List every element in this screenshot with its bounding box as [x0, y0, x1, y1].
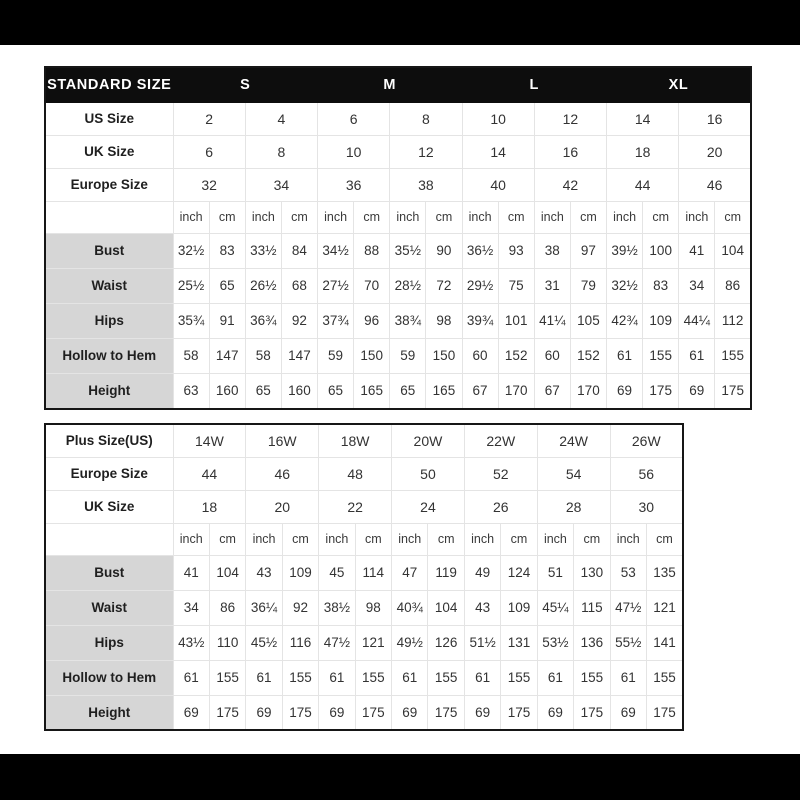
measure-cell: 175 — [428, 695, 464, 730]
unit-cell: cm — [643, 202, 679, 234]
row-label: Hollow to Hem — [45, 660, 173, 695]
unit-cell: cm — [354, 202, 390, 234]
unit-cell: cm — [426, 202, 462, 234]
measure-cell: 40¾ — [392, 590, 428, 625]
measure-cell: 53 — [610, 555, 646, 590]
row-label: Plus Size(US) — [45, 424, 173, 457]
size-cell: 14 — [607, 103, 679, 136]
measure-cell: 65 — [390, 374, 426, 409]
measure-cell: 61 — [679, 339, 715, 374]
size-group-header: M — [318, 67, 463, 103]
unit-cell: inch — [319, 523, 355, 555]
measure-cell: 135 — [646, 555, 683, 590]
unit-header-row — [45, 202, 751, 234]
measure-cell: 45¼ — [537, 590, 573, 625]
table-row — [45, 424, 683, 457]
measure-cell: 36¼ — [246, 590, 282, 625]
measure-cell: 61 — [173, 660, 209, 695]
measure-cell: 58 — [245, 339, 281, 374]
measure-cell: 43 — [246, 555, 282, 590]
measure-cell: 39½ — [607, 234, 643, 269]
measure-cell: 104 — [209, 555, 245, 590]
measure-cell: 45 — [319, 555, 355, 590]
measure-cell: 152 — [498, 339, 534, 374]
size-cell: 6 — [318, 103, 390, 136]
measure-cell: 126 — [428, 625, 464, 660]
table-row — [45, 590, 683, 625]
table-row — [45, 234, 751, 269]
measure-cell: 36½ — [462, 234, 498, 269]
measure-cell: 121 — [355, 625, 391, 660]
size-cell: 34 — [245, 169, 317, 202]
table-row — [45, 695, 683, 730]
measure-cell: 92 — [281, 304, 317, 339]
unit-cell: inch — [245, 202, 281, 234]
measure-cell: 38½ — [319, 590, 355, 625]
size-cell: 30 — [610, 490, 683, 523]
measure-cell: 69 — [392, 695, 428, 730]
table-row — [45, 660, 683, 695]
measure-cell: 63 — [173, 374, 209, 409]
table-row — [45, 103, 751, 136]
measure-cell: 93 — [498, 234, 534, 269]
measure-cell: 150 — [426, 339, 462, 374]
row-label: UK Size — [45, 490, 173, 523]
measure-cell: 98 — [355, 590, 391, 625]
size-cell: 40 — [462, 169, 534, 202]
measure-cell: 55½ — [610, 625, 646, 660]
unit-cell: cm — [574, 523, 610, 555]
measure-cell: 84 — [281, 234, 317, 269]
row-label: Height — [45, 374, 173, 409]
measure-cell: 98 — [426, 304, 462, 339]
table-row — [45, 269, 751, 304]
measure-cell: 34 — [679, 269, 715, 304]
unit-cell: cm — [355, 523, 391, 555]
measure-cell: 61 — [246, 660, 282, 695]
size-cell: 14W — [173, 424, 246, 457]
size-cell: 26 — [464, 490, 537, 523]
size-cell: 18 — [607, 136, 679, 169]
row-label: Europe Size — [45, 169, 173, 202]
measure-cell: 155 — [501, 660, 537, 695]
size-cell: 16 — [679, 103, 751, 136]
measure-cell: 27½ — [318, 269, 354, 304]
row-label: Hollow to Hem — [45, 339, 173, 374]
row-label: Height — [45, 695, 173, 730]
measure-cell: 43 — [464, 590, 500, 625]
measure-cell: 61 — [392, 660, 428, 695]
size-group-header-row — [45, 67, 751, 103]
row-label: Europe Size — [45, 457, 173, 490]
measure-cell: 155 — [643, 339, 679, 374]
measure-cell: 155 — [209, 660, 245, 695]
size-cell: 56 — [610, 457, 683, 490]
unit-cell: cm — [570, 202, 606, 234]
unit-cell: inch — [537, 523, 573, 555]
size-cell: 16W — [246, 424, 319, 457]
table-row — [45, 304, 751, 339]
measure-cell: 83 — [209, 234, 245, 269]
size-cell: 32 — [173, 169, 245, 202]
measure-cell: 60 — [534, 339, 570, 374]
size-cell: 24W — [537, 424, 610, 457]
size-cell: 16 — [534, 136, 606, 169]
measure-cell: 119 — [428, 555, 464, 590]
unit-cell: inch — [464, 523, 500, 555]
measure-cell: 91 — [209, 304, 245, 339]
measure-cell: 165 — [426, 374, 462, 409]
size-group-header: XL — [607, 67, 752, 103]
measure-cell: 36¾ — [245, 304, 281, 339]
measure-cell: 47½ — [610, 590, 646, 625]
measure-cell: 51 — [537, 555, 573, 590]
measure-cell: 45½ — [246, 625, 282, 660]
measure-cell: 51½ — [464, 625, 500, 660]
unit-cell: inch — [607, 202, 643, 234]
unit-cell: cm — [428, 523, 464, 555]
size-cell: 52 — [464, 457, 537, 490]
measure-cell: 61 — [607, 339, 643, 374]
size-cell: 4 — [245, 103, 317, 136]
measure-cell: 65 — [245, 374, 281, 409]
measure-cell: 150 — [354, 339, 390, 374]
size-cell: 38 — [390, 169, 462, 202]
measure-cell: 69 — [246, 695, 282, 730]
size-cell: 14 — [462, 136, 534, 169]
measure-cell: 90 — [426, 234, 462, 269]
measure-cell: 155 — [715, 339, 751, 374]
unit-cell: cm — [209, 523, 245, 555]
measure-cell: 96 — [354, 304, 390, 339]
size-cell: 24 — [392, 490, 465, 523]
row-label: Waist — [45, 269, 173, 304]
measure-cell: 109 — [643, 304, 679, 339]
measure-cell: 70 — [354, 269, 390, 304]
measure-cell: 61 — [464, 660, 500, 695]
unit-cell: cm — [498, 202, 534, 234]
size-cell: 18 — [173, 490, 246, 523]
size-cell: 8 — [390, 103, 462, 136]
size-cell: 10 — [318, 136, 390, 169]
unit-cell: cm — [715, 202, 751, 234]
measure-cell: 61 — [537, 660, 573, 695]
measure-cell: 114 — [355, 555, 391, 590]
measure-cell: 38 — [534, 234, 570, 269]
unit-cell: inch — [534, 202, 570, 234]
measure-cell: 65 — [209, 269, 245, 304]
measure-cell: 121 — [646, 590, 683, 625]
size-cell: 12 — [534, 103, 606, 136]
measure-cell: 59 — [390, 339, 426, 374]
measure-cell: 101 — [498, 304, 534, 339]
measure-cell: 110 — [209, 625, 245, 660]
row-label: Hips — [45, 304, 173, 339]
measure-cell: 69 — [679, 374, 715, 409]
unit-cell: inch — [246, 523, 282, 555]
measure-cell: 170 — [570, 374, 606, 409]
measure-cell: 68 — [281, 269, 317, 304]
measure-cell: 175 — [574, 695, 610, 730]
measure-cell: 69 — [464, 695, 500, 730]
measure-cell: 175 — [282, 695, 318, 730]
measure-cell: 86 — [209, 590, 245, 625]
size-cell: 42 — [534, 169, 606, 202]
size-cell: 6 — [173, 136, 245, 169]
measure-cell: 141 — [646, 625, 683, 660]
size-cell: 20 — [246, 490, 319, 523]
measure-cell: 69 — [607, 374, 643, 409]
measure-cell: 175 — [715, 374, 751, 409]
measure-cell: 160 — [281, 374, 317, 409]
table-row — [45, 555, 683, 590]
measure-cell: 97 — [570, 234, 606, 269]
measure-cell: 86 — [715, 269, 751, 304]
measure-cell: 131 — [501, 625, 537, 660]
measure-cell: 61 — [610, 660, 646, 695]
size-cell: 54 — [537, 457, 610, 490]
measure-cell: 109 — [282, 555, 318, 590]
measure-cell: 47½ — [319, 625, 355, 660]
unit-cell: inch — [610, 523, 646, 555]
measure-cell: 43½ — [173, 625, 209, 660]
measure-cell: 155 — [282, 660, 318, 695]
size-cell: 22W — [464, 424, 537, 457]
measure-cell: 155 — [428, 660, 464, 695]
measure-cell: 69 — [319, 695, 355, 730]
size-cell: 20W — [392, 424, 465, 457]
table-row — [45, 169, 751, 202]
empty-corner-cell — [45, 202, 173, 234]
measure-cell: 41 — [173, 555, 209, 590]
table-title: STANDARD SIZE — [45, 67, 173, 103]
measure-cell: 47 — [392, 555, 428, 590]
measure-cell: 175 — [209, 695, 245, 730]
measure-cell: 160 — [209, 374, 245, 409]
unit-header-row — [45, 523, 683, 555]
measure-cell: 88 — [354, 234, 390, 269]
measure-cell: 34½ — [318, 234, 354, 269]
unit-cell: inch — [392, 523, 428, 555]
size-cell: 8 — [245, 136, 317, 169]
measure-cell: 60 — [462, 339, 498, 374]
measure-cell: 44¼ — [679, 304, 715, 339]
empty-corner-cell — [45, 523, 173, 555]
measure-cell: 69 — [610, 695, 646, 730]
size-cell: 2 — [173, 103, 245, 136]
measure-cell: 112 — [715, 304, 751, 339]
measure-cell: 136 — [574, 625, 610, 660]
measure-cell: 104 — [715, 234, 751, 269]
measure-cell: 28½ — [390, 269, 426, 304]
table-row — [45, 374, 751, 409]
measure-cell: 124 — [501, 555, 537, 590]
measure-cell: 72 — [426, 269, 462, 304]
measure-cell: 115 — [574, 590, 610, 625]
measure-cell: 155 — [574, 660, 610, 695]
unit-cell: cm — [282, 523, 318, 555]
measure-cell: 109 — [501, 590, 537, 625]
unit-cell: cm — [646, 523, 683, 555]
size-cell: 44 — [607, 169, 679, 202]
size-cell: 46 — [246, 457, 319, 490]
table-row — [45, 136, 751, 169]
measure-cell: 41 — [679, 234, 715, 269]
size-cell: 26W — [610, 424, 683, 457]
measure-cell: 35½ — [390, 234, 426, 269]
measure-cell: 42¾ — [607, 304, 643, 339]
measure-cell: 165 — [354, 374, 390, 409]
top-black-bar — [0, 0, 800, 45]
measure-cell: 175 — [355, 695, 391, 730]
measure-cell: 79 — [570, 269, 606, 304]
size-cell: 46 — [679, 169, 751, 202]
size-cell: 10 — [462, 103, 534, 136]
unit-cell: cm — [501, 523, 537, 555]
measure-cell: 32½ — [607, 269, 643, 304]
row-label: US Size — [45, 103, 173, 136]
size-cell: 20 — [679, 136, 751, 169]
measure-cell: 155 — [355, 660, 391, 695]
measure-cell: 37¾ — [318, 304, 354, 339]
measure-cell: 29½ — [462, 269, 498, 304]
unit-cell: cm — [281, 202, 317, 234]
unit-cell: inch — [462, 202, 498, 234]
row-label: Waist — [45, 590, 173, 625]
measure-cell: 58 — [173, 339, 209, 374]
size-cell: 28 — [537, 490, 610, 523]
measure-cell: 69 — [537, 695, 573, 730]
table-row — [45, 625, 683, 660]
measure-cell: 38¾ — [390, 304, 426, 339]
standard-size-table — [44, 66, 752, 410]
measure-cell: 175 — [501, 695, 537, 730]
measure-cell: 100 — [643, 234, 679, 269]
measure-cell: 104 — [428, 590, 464, 625]
size-cell: 48 — [319, 457, 392, 490]
measure-cell: 26½ — [245, 269, 281, 304]
measure-cell: 175 — [643, 374, 679, 409]
measure-cell: 170 — [498, 374, 534, 409]
measure-cell: 59 — [318, 339, 354, 374]
measure-cell: 33½ — [245, 234, 281, 269]
measure-cell: 35¾ — [173, 304, 209, 339]
row-label: Bust — [45, 555, 173, 590]
measure-cell: 130 — [574, 555, 610, 590]
measure-cell: 31 — [534, 269, 570, 304]
size-cell: 18W — [319, 424, 392, 457]
measure-cell: 67 — [534, 374, 570, 409]
size-group-header: L — [462, 67, 607, 103]
row-label: Hips — [45, 625, 173, 660]
measure-cell: 49½ — [392, 625, 428, 660]
measure-cell: 69 — [173, 695, 209, 730]
table-row — [45, 457, 683, 490]
size-cell: 50 — [392, 457, 465, 490]
table-row — [45, 339, 751, 374]
unit-cell: cm — [209, 202, 245, 234]
size-cell: 44 — [173, 457, 246, 490]
measure-cell: 83 — [643, 269, 679, 304]
unit-cell: inch — [173, 202, 209, 234]
measure-cell: 105 — [570, 304, 606, 339]
measure-cell: 53½ — [537, 625, 573, 660]
measure-cell: 67 — [462, 374, 498, 409]
measure-cell: 116 — [282, 625, 318, 660]
row-label: UK Size — [45, 136, 173, 169]
bottom-black-bar — [0, 754, 800, 800]
measure-cell: 25½ — [173, 269, 209, 304]
measure-cell: 147 — [209, 339, 245, 374]
size-cell: 12 — [390, 136, 462, 169]
plus-size-table — [44, 423, 684, 731]
size-cell: 22 — [319, 490, 392, 523]
measure-cell: 41¼ — [534, 304, 570, 339]
size-cell: 36 — [318, 169, 390, 202]
measure-cell: 175 — [646, 695, 683, 730]
size-group-header: S — [173, 67, 318, 103]
measure-cell: 61 — [319, 660, 355, 695]
measure-cell: 92 — [282, 590, 318, 625]
measure-cell: 155 — [646, 660, 683, 695]
measure-cell: 75 — [498, 269, 534, 304]
unit-cell: inch — [173, 523, 209, 555]
measure-cell: 152 — [570, 339, 606, 374]
row-label: Bust — [45, 234, 173, 269]
measure-cell: 147 — [281, 339, 317, 374]
measure-cell: 49 — [464, 555, 500, 590]
measure-cell: 39¾ — [462, 304, 498, 339]
measure-cell: 32½ — [173, 234, 209, 269]
unit-cell: inch — [318, 202, 354, 234]
unit-cell: inch — [390, 202, 426, 234]
measure-cell: 65 — [318, 374, 354, 409]
unit-cell: inch — [679, 202, 715, 234]
measure-cell: 34 — [173, 590, 209, 625]
table-row — [45, 490, 683, 523]
